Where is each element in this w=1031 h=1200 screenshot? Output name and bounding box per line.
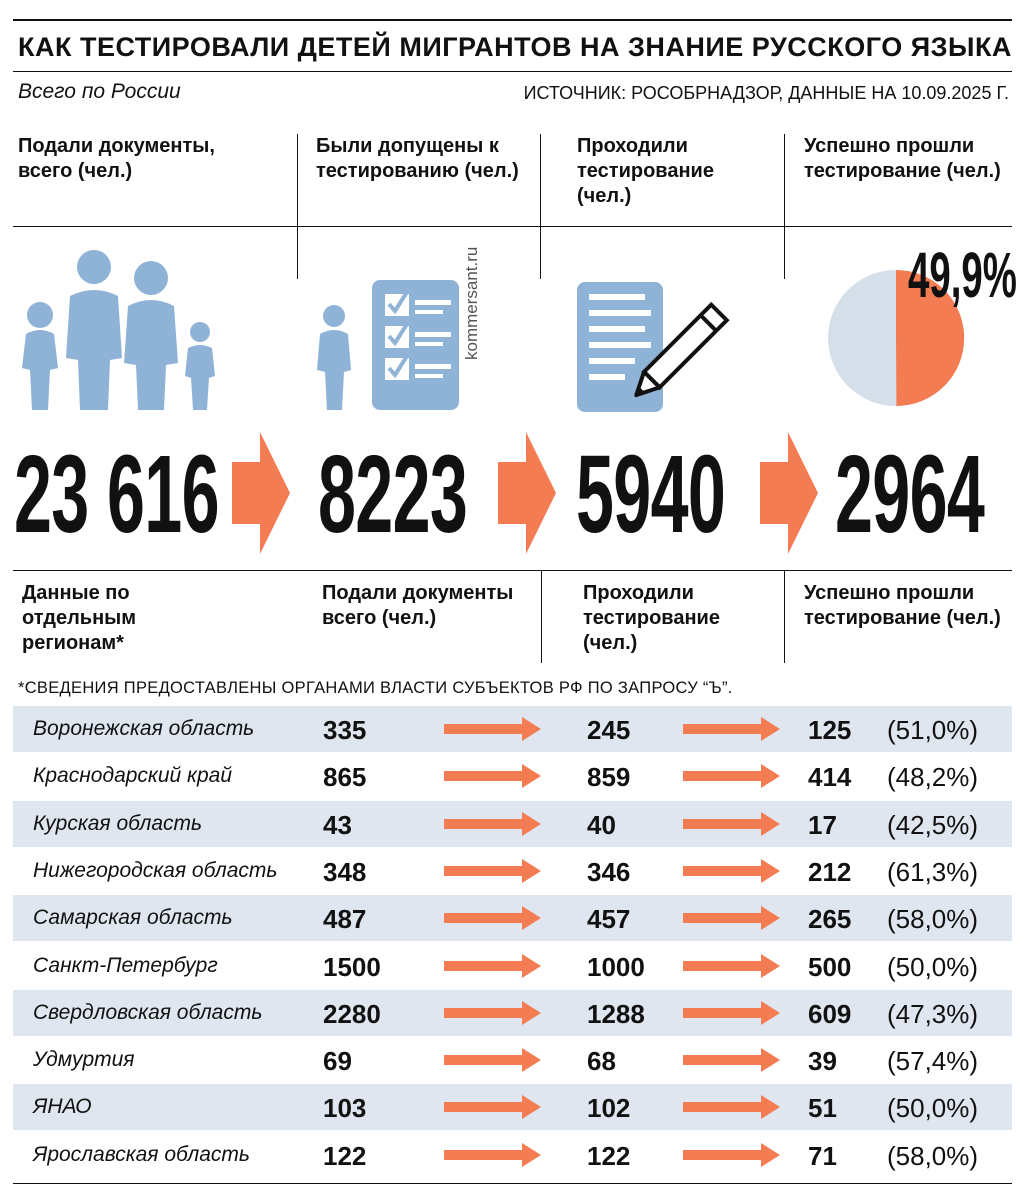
passed-value: 500 (808, 951, 852, 982)
submitted-value: 348 (323, 856, 367, 887)
pass-share-value: 49,9% (908, 239, 1017, 311)
tested-value: 122 (587, 1140, 631, 1171)
header-rule (13, 226, 1012, 227)
submitted-value: 69 (323, 1046, 352, 1077)
arrow-icon (683, 764, 781, 793)
passed-value: 212 (808, 856, 852, 887)
region-name: Нижегородская область (33, 858, 278, 882)
regional-header-4: Успешно прошли тестирование (чел.) (804, 582, 1001, 629)
arrow-icon (683, 1001, 781, 1030)
region-name: Краснодарский край (33, 764, 232, 788)
source-note: ИСТОЧНИК: РОСОБРНАДЗОР, ДАННЫЕ НА 10.09.2025 Г. (523, 83, 1009, 103)
submitted-value: 487 (323, 904, 367, 935)
family-icon (18, 248, 218, 413)
top-rule (13, 19, 1012, 21)
footnote: *СВЕДЕНИЯ ПРЕДОСТАВЛЕНЫ ОРГАНАМИ ВЛАСТИ СУБЪЕКТОВ РФ ПО ЗАПРОСУ “Ъ”. (18, 679, 733, 697)
region-name: Санкт-Петербург (33, 953, 218, 977)
big-value-tested: 5940 (576, 433, 726, 556)
region-name: Ярославская область (33, 1142, 250, 1166)
submitted-value: 1500 (323, 951, 381, 982)
passed-value: 609 (808, 998, 852, 1029)
regional-rule (13, 570, 1012, 571)
page-title: КАК ТЕСТИРОВАЛИ ДЕТЕЙ МИГРАНТОВ НА ЗНАНИЕ РУССКОГО ЯЗЫКА (18, 32, 1012, 62)
passed-value: 71 (808, 1140, 837, 1171)
pass-percent: (58,0%) (887, 1140, 979, 1171)
divider (541, 571, 542, 663)
divider (540, 134, 541, 279)
arrow-icon (444, 1001, 542, 1030)
submitted-value: 103 (323, 1093, 367, 1124)
submitted-value: 122 (323, 1140, 367, 1171)
divider (297, 134, 298, 279)
table-row (13, 706, 1012, 752)
pass-percent: (58,0%) (887, 904, 979, 935)
table-row (13, 895, 1012, 941)
table-row (13, 1037, 1012, 1083)
arrow-icon (232, 432, 292, 554)
tested-value: 457 (587, 904, 631, 935)
big-value-passed: 2964 (835, 433, 985, 556)
arrow-icon (444, 812, 542, 841)
region-name: Курская область (33, 811, 203, 835)
title-rule (13, 71, 1012, 72)
submitted-value: 335 (323, 715, 367, 745)
table-row (13, 753, 1012, 799)
arrow-icon (683, 954, 781, 983)
arrow-icon (683, 906, 781, 935)
step-header-2: Были допущены к тестированию (чел.) (316, 135, 519, 182)
step-header-3: Проходили тестирование (чел.) (577, 135, 714, 207)
passed-value: 39 (808, 1046, 837, 1077)
arrow-icon (444, 954, 542, 983)
big-value-submitted: 23 616 (14, 433, 219, 556)
arrow-icon (444, 859, 542, 888)
checklist-icon (315, 278, 465, 414)
pass-percent: (48,2%) (887, 762, 979, 793)
submitted-value: 865 (323, 762, 367, 793)
region-name: Воронежская область (33, 717, 255, 740)
table-row (13, 848, 1012, 894)
pass-percent: (47,3%) (887, 998, 979, 1029)
submitted-value: 2280 (323, 998, 381, 1029)
arrow-icon (444, 1143, 542, 1172)
arrow-icon (683, 812, 781, 841)
table-row (13, 943, 1012, 989)
watermark: kommersant.ru (462, 246, 481, 360)
arrow-icon (760, 432, 820, 554)
table-row (13, 801, 1012, 847)
arrow-icon (444, 764, 542, 793)
bottom-rule (13, 1183, 1012, 1184)
step-header-1: Подали документы, всего (чел.) (18, 135, 215, 182)
tested-value: 1000 (587, 951, 645, 982)
tested-value: 245 (587, 715, 631, 745)
table-row (13, 1132, 1012, 1178)
arrow-icon (444, 1048, 542, 1077)
submitted-value: 43 (323, 809, 352, 840)
document-pencil-icon (575, 280, 750, 415)
divider (784, 571, 785, 663)
tested-value: 859 (587, 762, 631, 793)
divider (784, 134, 785, 279)
passed-value: 414 (808, 762, 852, 793)
arrow-icon (683, 859, 781, 888)
big-value-admitted: 8223 (318, 433, 468, 556)
arrow-icon (683, 717, 781, 746)
passed-value: 51 (808, 1093, 837, 1124)
arrow-icon (444, 906, 542, 935)
pass-percent: (50,0%) (887, 1093, 979, 1124)
step-header-4: Успешно прошли тестирование (чел.) (804, 135, 1001, 182)
pass-percent: (57,4%) (887, 1046, 979, 1077)
arrow-icon (683, 1048, 781, 1077)
tested-value: 68 (587, 1046, 616, 1077)
table-row (13, 1084, 1012, 1130)
regional-header-1: Данные по отдельным регионам* (22, 582, 137, 654)
tested-value: 346 (587, 856, 631, 887)
pass-percent: (61,3%) (887, 856, 979, 887)
tested-value: 1288 (587, 998, 645, 1029)
pass-percent: (50,0%) (887, 951, 979, 982)
region-name: Свердловская область (33, 1000, 263, 1024)
scope-label: Всего по России (18, 80, 181, 103)
table-row (13, 990, 1012, 1036)
arrow-icon (444, 1095, 542, 1124)
arrow-icon (683, 1143, 781, 1172)
tested-value: 40 (587, 809, 616, 840)
pass-percent: (51,0%) (887, 715, 979, 745)
tested-value: 102 (587, 1093, 631, 1124)
region-name: Удмуртия (33, 1048, 135, 1072)
regional-header-3: Проходили тестирование (чел.) (583, 582, 720, 654)
passed-value: 125 (808, 715, 852, 745)
arrow-icon (444, 717, 542, 746)
passed-value: 265 (808, 904, 852, 935)
regional-header-2: Подали документы всего (чел.) (322, 582, 514, 629)
region-name: ЯНАО (33, 1095, 92, 1119)
arrow-icon (498, 432, 558, 554)
pass-percent: (42,5%) (887, 809, 979, 840)
passed-value: 17 (808, 809, 837, 840)
arrow-icon (683, 1095, 781, 1124)
region-name: Самарская область (33, 906, 233, 930)
